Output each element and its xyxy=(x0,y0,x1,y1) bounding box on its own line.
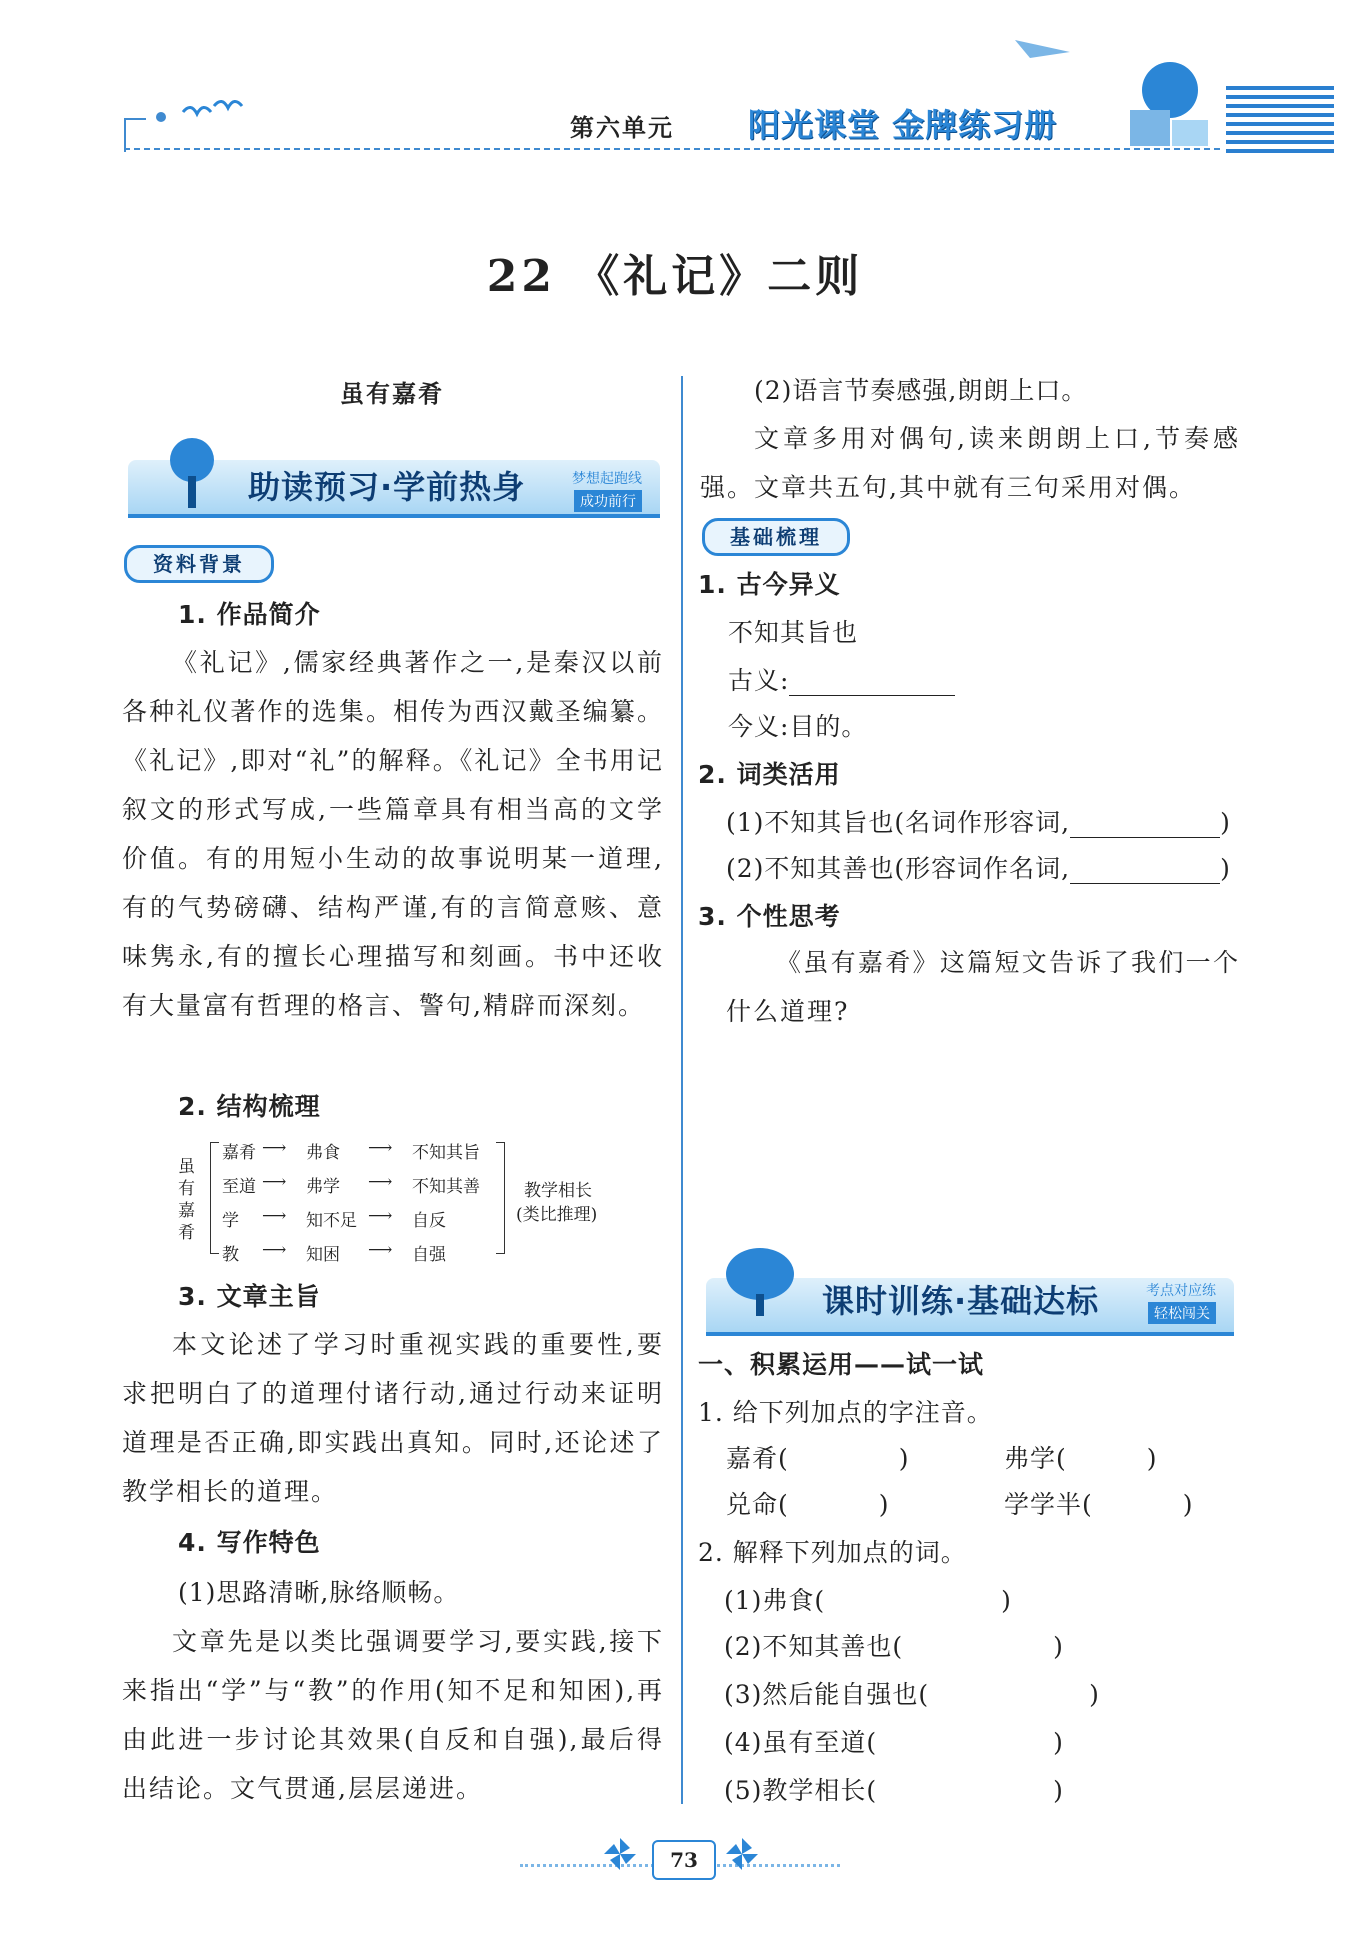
preview-tag-1: 梦想起跑线 xyxy=(572,471,642,487)
q1-ancient xyxy=(728,666,955,696)
exercise-1-close-1: ) xyxy=(898,1444,910,1473)
q1-ancient-blank[interactable] xyxy=(789,669,955,696)
exercise-2-close-2: ) xyxy=(1053,1632,1064,1661)
background-badge: 资料背景 xyxy=(124,545,274,583)
q2-item-1-text: (1)不知其旨也(名词作形容词, xyxy=(726,808,1071,837)
diagram-r2-c2: 弗学 xyxy=(306,1177,340,1197)
exercise-2-title: 2. 解释下列加点的词。 xyxy=(698,1538,967,1567)
section-2-title: 2. 结构梳理 xyxy=(178,1092,321,1121)
diagram-r3-c2: 知不足 xyxy=(306,1211,357,1231)
q2-title: 2. 词类活用 xyxy=(698,760,841,789)
diagram-conclusion: 教学相长 xyxy=(524,1181,592,1201)
paper-plane-icon xyxy=(1010,30,1090,70)
exercise-1-item xyxy=(726,1490,890,1520)
q1-ancient-label: 古义: xyxy=(728,666,790,695)
diagram-r1-c1: 嘉肴 xyxy=(222,1143,256,1163)
exercise-1-close-4: ) xyxy=(1182,1490,1194,1519)
exercise-2-item-2: (2)不知其善也( xyxy=(724,1632,904,1661)
exercise-1-item-2: 弗学( xyxy=(1004,1444,1067,1473)
diagram-right-brace xyxy=(496,1142,505,1254)
diagram-r3-c3: 自反 xyxy=(412,1211,446,1231)
exercise-2-item xyxy=(724,1586,1012,1616)
section-1-title: 1. 作品简介 xyxy=(178,600,321,629)
q2-item-2-blank[interactable] xyxy=(1070,857,1220,884)
pinwheel-icon xyxy=(722,1834,762,1874)
diagram-r4-c3: 自强 xyxy=(412,1245,446,1265)
exercise-2-close-5: ) xyxy=(1053,1776,1064,1805)
exercise-2-close-4: ) xyxy=(1053,1728,1064,1757)
brand-title: 阳光课堂 金牌练习册 xyxy=(748,106,1058,144)
text-subtitle: 虽有嘉肴 xyxy=(340,380,444,408)
diagram-r2-c1: 至道 xyxy=(222,1177,256,1197)
diagram-r2-c3: 不知其善 xyxy=(412,1177,480,1197)
tree-icon xyxy=(140,432,230,512)
exercise-2-item xyxy=(724,1632,1064,1662)
practice-tag-1: 考点对应练 xyxy=(1146,1283,1216,1299)
q1-word xyxy=(728,618,858,648)
unit-label: 第六单元 xyxy=(570,114,674,142)
exercise-1-close-2: ) xyxy=(1146,1444,1158,1473)
q2-item-1-blank[interactable] xyxy=(1070,811,1220,838)
section-3-title: 3. 文章主旨 xyxy=(178,1282,321,1311)
header-rule xyxy=(124,148,1220,150)
header-stripes xyxy=(1226,86,1334,156)
exercise-2-item-5: (5)教学相长( xyxy=(724,1776,878,1805)
section-3-body: 本文论述了学习时重视实践的重要性,要求把明白了的道理付诸行动,通过行动来证明道理是否正确,即实践出真知。同时,还论述了教学相长的道理。 xyxy=(122,1330,664,1506)
basics-badge: 基础梳理 xyxy=(702,518,850,556)
exercise-2-close-1: ) xyxy=(1001,1586,1012,1615)
diagram-left-brace xyxy=(210,1142,219,1254)
page-number: 73 xyxy=(652,1840,716,1880)
section-4-body: 文章先是以类比强调要学习,要实践,接下来指出“学”与“教”的作用(知不足和知困),再由此进一步讨论其效果(自反和自强),最后得出结论。文气贯通,层层递进。 xyxy=(122,1627,664,1803)
exercise-1-item-3: 兑命( xyxy=(726,1490,789,1519)
q3-title: 3. 个性思考 xyxy=(698,902,841,931)
header-corner xyxy=(124,118,146,152)
preview-tag-2: 成功前行 xyxy=(574,490,642,512)
exercise-1-item xyxy=(726,1444,910,1474)
section-4-point-1: (1)思路清晰,脉络顺畅。 xyxy=(178,1578,460,1607)
tree-icon xyxy=(708,1240,808,1320)
q2-item-2-close: ) xyxy=(1220,854,1231,883)
diagram-arrow: ⟶ xyxy=(368,1240,393,1260)
section-4-body-2: 文章多用对偶句,读来朗朗上口,节奏感强。文章共五句,其中就有三句采用对偶。 xyxy=(700,424,1240,502)
exercise-2-close-3: ) xyxy=(1089,1680,1100,1709)
q1-word-text: 不知其旨也 xyxy=(728,618,859,647)
q1-title: 1. 古今异义 xyxy=(698,570,841,599)
practice-tag-2: 轻松闯关 xyxy=(1148,1302,1216,1324)
diagram-arrow: ⟶ xyxy=(368,1138,393,1158)
diagram-arrow: ⟶ xyxy=(262,1206,287,1226)
q2-item-2 xyxy=(726,854,1231,884)
column-divider xyxy=(681,376,683,1804)
section-4-title: 4. 写作特色 xyxy=(178,1528,321,1557)
practice-banner-text: 课时训练·基础达标 xyxy=(822,1282,1100,1320)
exercise-2-item-1: (1)弗食( xyxy=(724,1586,826,1615)
diagram-r4-c1: 教 xyxy=(222,1245,239,1265)
exercise-1-close-3: ) xyxy=(878,1490,890,1519)
q2-item-1-close: ) xyxy=(1220,808,1231,837)
pinwheel-icon xyxy=(600,1834,640,1874)
lesson-title: 22 《礼记》二则 xyxy=(486,251,864,302)
exercise-1-title: 1. 给下列加点的字注音。 xyxy=(698,1398,993,1427)
header-dot xyxy=(156,112,166,122)
exercise-1-item-1: 嘉肴( xyxy=(726,1444,789,1473)
preview-banner-text: 助读预习·学前热身 xyxy=(248,468,526,506)
diagram-root: 虽有嘉肴 xyxy=(178,1157,195,1243)
exercise-1-item-4: 学学半( xyxy=(1004,1490,1093,1519)
diagram-arrow: ⟶ xyxy=(368,1172,393,1192)
exercise-section-title: 一、积累运用——试一试 xyxy=(698,1350,985,1379)
diagram-arrow: ⟶ xyxy=(262,1138,287,1158)
diagram-arrow: ⟶ xyxy=(368,1206,393,1226)
exercise-2-item xyxy=(724,1776,1064,1806)
section-1-body: 《礼记》,儒家经典著作之一,是秦汉以前各种礼仪著作的选集。相传为西汉戴圣编纂。《礼记》,即对“礼”的解释。《礼记》全书用记叙文的形式写成,一些篇章具有相当高的文学价值。有的用短小生动的故事说明某一道理,有的气势磅礴、结构严谨,有的言简意赅、意味隽永,有的擅长心理描写和刻画。书中还收有大量富有哲理的格言、警句,精辟而深刻。 xyxy=(122,648,664,1020)
diagram-r1-c3: 不知其旨 xyxy=(412,1143,480,1163)
q2-item-1 xyxy=(726,808,1231,838)
diagram-arrow: ⟶ xyxy=(262,1240,287,1260)
exercise-2-item xyxy=(724,1728,1064,1758)
birds-icon xyxy=(178,92,248,132)
exercise-2-item-3: (3)然后能自强也( xyxy=(724,1680,930,1709)
q3-body: 《虽有嘉肴》这篇短文告诉了我们一个什么道理? xyxy=(726,948,1240,1026)
q1-modern: 今义:目的。 xyxy=(728,712,868,741)
exercise-2-item xyxy=(724,1680,1100,1710)
section-4-point-2: (2)语言节奏感强,朗朗上口。 xyxy=(754,376,1088,405)
exercise-1-item xyxy=(1004,1444,1158,1474)
diagram-r1-c2: 弗食 xyxy=(306,1143,340,1163)
diagram-r4-c2: 知困 xyxy=(306,1245,340,1265)
exercise-2-item-4: (4)虽有至道( xyxy=(724,1728,878,1757)
diagram-arrow: ⟶ xyxy=(262,1172,287,1192)
diagram-conclusion-note: (类比推理) xyxy=(516,1205,598,1225)
diagram-r3-c1: 学 xyxy=(222,1211,239,1231)
exercise-1-item xyxy=(1004,1490,1194,1520)
q2-item-2-text: (2)不知其善也(形容词作名词, xyxy=(726,854,1071,883)
globe-figure-icon xyxy=(1110,50,1220,150)
